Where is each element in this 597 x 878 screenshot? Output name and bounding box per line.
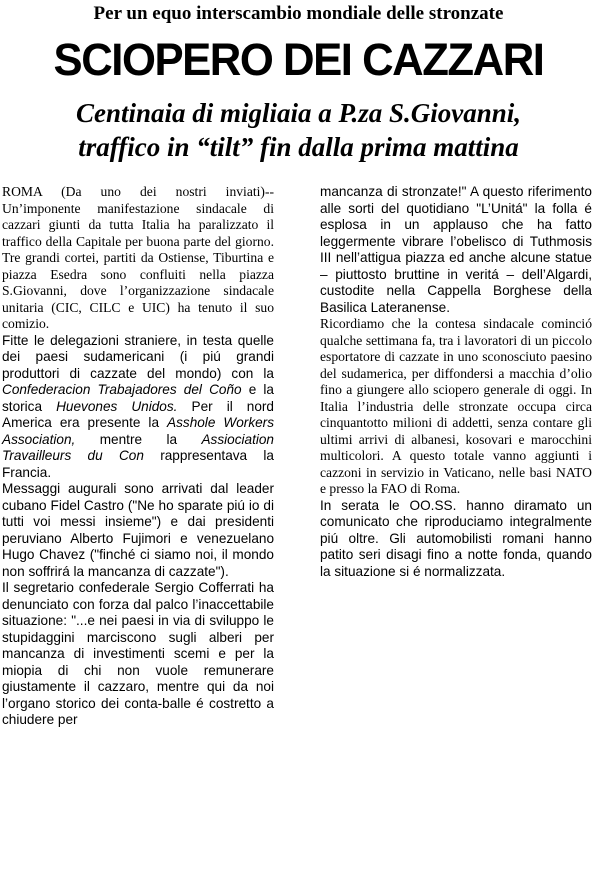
paragraph-left-4: Il segretario confederale Sergio Cofferrati ha denunciato con forza dal palco l’inaccettabile situazione: "...e nei paesi in via di sviluppo le stupidaggini marciscono sugli alberi per mancanza di investimenti scemi e per la miopia di chi non vuole remunerare giustamente il cazzaro, mentre qui da noi l’organo storico dei conta-balle é costretto a chiudere per [2,580,274,727]
org-name: Asshole Workers Association, [2,415,274,447]
text-span: Per il nord America era presente la [2,398,274,430]
subhead [10,96,587,164]
text-span: Fitte le delegazioni straniere, in testa quelle dei paesi sudamericani (i piú grandi produttori di cazzate del mondo) con la [2,332,274,381]
article-column-left [2,184,274,729]
paragraph-right-2: Ricordiamo che la contesa sindacale cominció qualche settimana fa, tra i lavoratori di un piccolo esportatore di cazzate in uno sconosciuto paesino del sudamerica, per diffondersi a macchia d’olio fino a giungere allo sciopero generale di oggi. In Italia l’industria delle stronzate occupa circa cinquantotto milioni di addetti, senza contare gli ultimi arrivi di albanesi, kosovari e marocchini multicolori. A questo totale vanno aggiunti i cazzoni in servizio in Vaticano, nelle basi NATO e presso la FAO di Roma. [320,316,592,496]
kicker: Per un equo interscambio mondiale delle stronzate [93,3,504,24]
org-name: Huevones Unidos. [56,398,178,414]
text-span: rappresentava la Francia. [2,448,274,480]
subhead-line-2: traffico in “tilt” fin dalla prima mattina [78,132,519,162]
paragraph-left-2 [2,333,274,482]
text-span: mentre la [75,431,202,447]
paragraph-left-1: ROMA (Da uno dei nostri inviati)-- Un’imponente manifestazione sindacale di cazzari giunti da tutta Italia ha paralizzato il traffico della Capitale per buona parte del giorno. Tre grandi cortei, partiti da Ostiense, Tiburtina e piazza Esedra sono confluiti nella piazza S.Giovanni, dove l’organizzazione sindacale unitaria (CIC, CILC e UIC) ha tenuto il suo comizio. [2,184,274,331]
paragraph-left-3: Messaggi augurali sono arrivati dal leader cubano Fidel Castro ("Ne ho sparate piú io di tutti voi messi insieme") e dai presidenti peruviano Alberto Fujimori e venezuelano Hugo Chavez ("finché ci siamo noi, il mondo non soffrirá la mancanza di cazzate"). [2,481,274,579]
subhead-line-1: Centinaia di migliaia a P.za S.Giovanni, [75,98,522,128]
paragraph-right-3: In serata le OO.SS. hanno diramato un comunicato che riproduciamo integralmente piú oltre. Gli automobilisti romani hanno patito seri disagi fino a notte fonda, quando la situazione si é normalizzata. [320,497,592,579]
text-span: e la storica [2,382,274,414]
paragraph-right-1: mancanza di stronzate!" A questo riferimento alle sorti del quotidiano "L’Unitá" la folla é esplosa in un applauso che ha fatto leggermente vibrare l’obelisco di Tuthmosis III nell’attigua piazza ed anche alcune statue – piuttosto bruttine in veritá – dell’Algardi, custodite nella Cappella Borghese della Basilica Lateranense. [320,184,592,315]
article-column-right [320,184,592,580]
org-name: Confederacion Trabajadores del Coño [2,382,242,397]
org-name: Assiociation Travailleurs du Con [2,431,274,463]
headline: SCIOPERO DEI CAZZARI [53,34,544,85]
